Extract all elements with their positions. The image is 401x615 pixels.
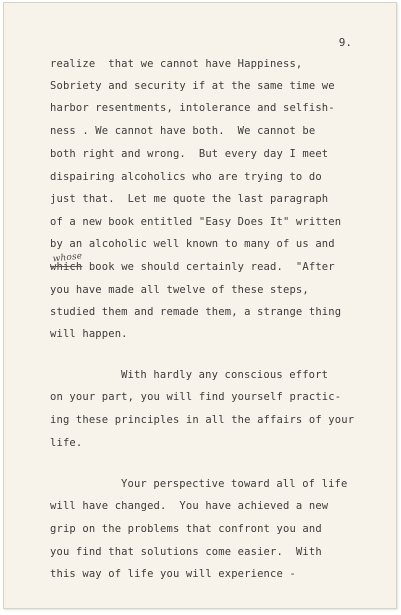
text-line-10-edited	[50, 251, 335, 273]
struck-word: which	[50, 261, 83, 273]
document-page	[3, 2, 397, 609]
text-line-12: studied them and remade them, a strange thing	[50, 306, 342, 318]
text-line-4: ness . We cannot have both. We cannot be	[50, 125, 316, 137]
text-line-22: this way of life you will experience -	[50, 568, 296, 580]
text-line-3: harbor resentments, intolerance and selfish-	[50, 102, 335, 114]
text-line-5: both right and wrong. But every day I meet	[50, 148, 329, 160]
text-line-8: of a new book entitled "Easy Does It" written	[50, 216, 342, 228]
text-line-19: will have changed. You have achieved a new	[50, 500, 329, 512]
text-line-2: Sobriety and security if at the same time we	[50, 80, 335, 92]
text-line-15: on your part, you will find yourself practic-	[50, 391, 342, 403]
text-line-11: you have made all twelve of these steps,	[50, 284, 309, 296]
text-line-9: by an alcoholic well known to many of us and	[50, 238, 335, 250]
text-line-1: realize that we cannot have Happiness,	[50, 58, 303, 70]
edited-line-rest: book we should certainly read. "After	[82, 261, 335, 273]
page-number: 9.	[338, 36, 352, 49]
text-line-21: you find that solutions come easier. With	[50, 546, 322, 558]
text-line-6: dispairing alcoholics who are trying to do	[50, 171, 322, 183]
text-line-16: ing these principles in all the affairs of your	[50, 414, 355, 426]
text-line-17: life.	[50, 437, 83, 449]
handwritten-insert: whose	[52, 251, 83, 265]
text-line-14: With hardly any conscious effort	[121, 369, 329, 381]
text-line-13: will happen.	[50, 328, 128, 340]
text-line-20: grip on the problems that confront you and	[50, 523, 322, 535]
edited-word	[50, 251, 83, 273]
text-line-18: Your perspective toward all of life	[121, 478, 348, 490]
text-line-7: just that. Let me quote the last paragraph	[50, 193, 329, 205]
